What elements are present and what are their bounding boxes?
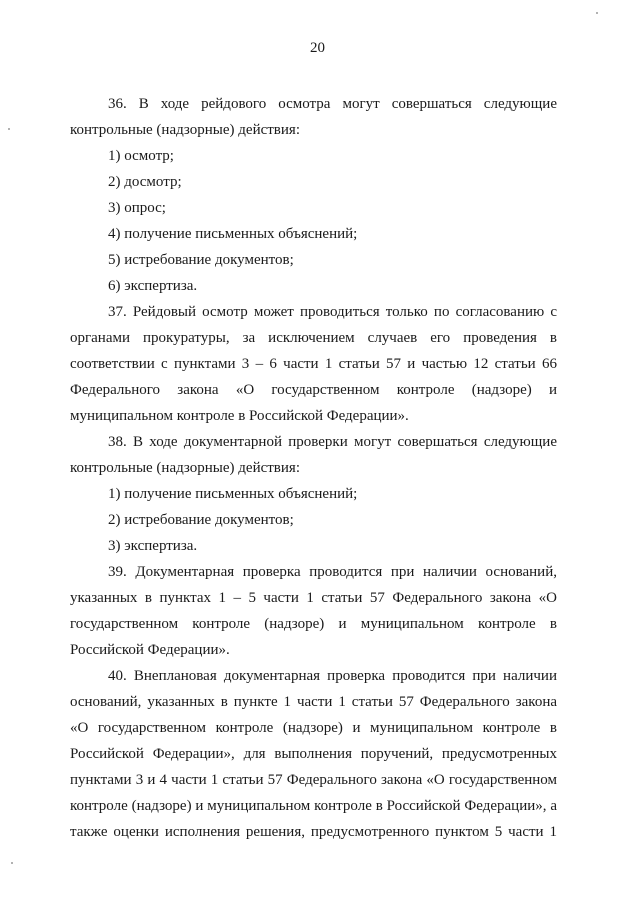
list-item: 6) экспертиза. (108, 278, 198, 294)
list-item: 3) экспертиза. (108, 538, 198, 554)
list-item: 2) досмотр; (108, 174, 182, 190)
scan-speck (596, 12, 598, 14)
list-item: 5) истребование документов; (108, 252, 294, 268)
list-item: 3) опрос; (108, 200, 166, 216)
paragraph-39: 39. Документарная проверка проводится при наличии оснований, указанных в пунктах 1 – 5 части 1 статьи 57 Федерального закона «О государственном контроле (надзоре) и муниципальном контроле в Российской Федерации». (70, 564, 557, 658)
document-body (70, 91, 557, 845)
scan-speck (11, 862, 13, 864)
list-item: 4) получение письменных объяснений; (108, 226, 358, 242)
list-item: 1) осмотр; (108, 148, 174, 164)
paragraph-38: 38. В ходе документарной проверки могут совершаться следующие контрольные (надзорные) действия: (70, 434, 557, 476)
paragraph-37: 37. Рейдовый осмотр может проводиться только по согласованию с органами прокуратуры, за исключением случаев его проведения в соответствии с пунктами 3 – 6 части 1 статьи 57 и частью 12 статьи 66 Федерального закона «О государственном контроле (надзоре) и муниципальном контроле в Российской Федерации». (70, 304, 557, 424)
paragraph-36: 36. В ходе рейдового осмотра могут совершаться следующие контрольные (надзорные) действия: (70, 96, 557, 138)
paragraph-40: 40. Внеплановая документарная проверка проводится при наличии оснований, указанных в пункте 1 части 1 статьи 57 Федерального закона «О государственном контроле (надзоре) и муниципальном контроле в Российской Федерации», для выполнения поручений, предусмотренных пунктами 3 и 4 части 1 статьи 57 Федерального закона «О государственном контроле (надзоре) и муниципальном контроле в Российской Федерации», а также оценки исполнения решения, предусмотренного пунктом 5 части 1 (70, 668, 557, 840)
list-item: 1) получение письменных объяснений; (108, 486, 358, 502)
scan-speck (8, 128, 10, 130)
page-number: 20 (310, 40, 325, 56)
list-item: 2) истребование документов; (108, 512, 294, 528)
